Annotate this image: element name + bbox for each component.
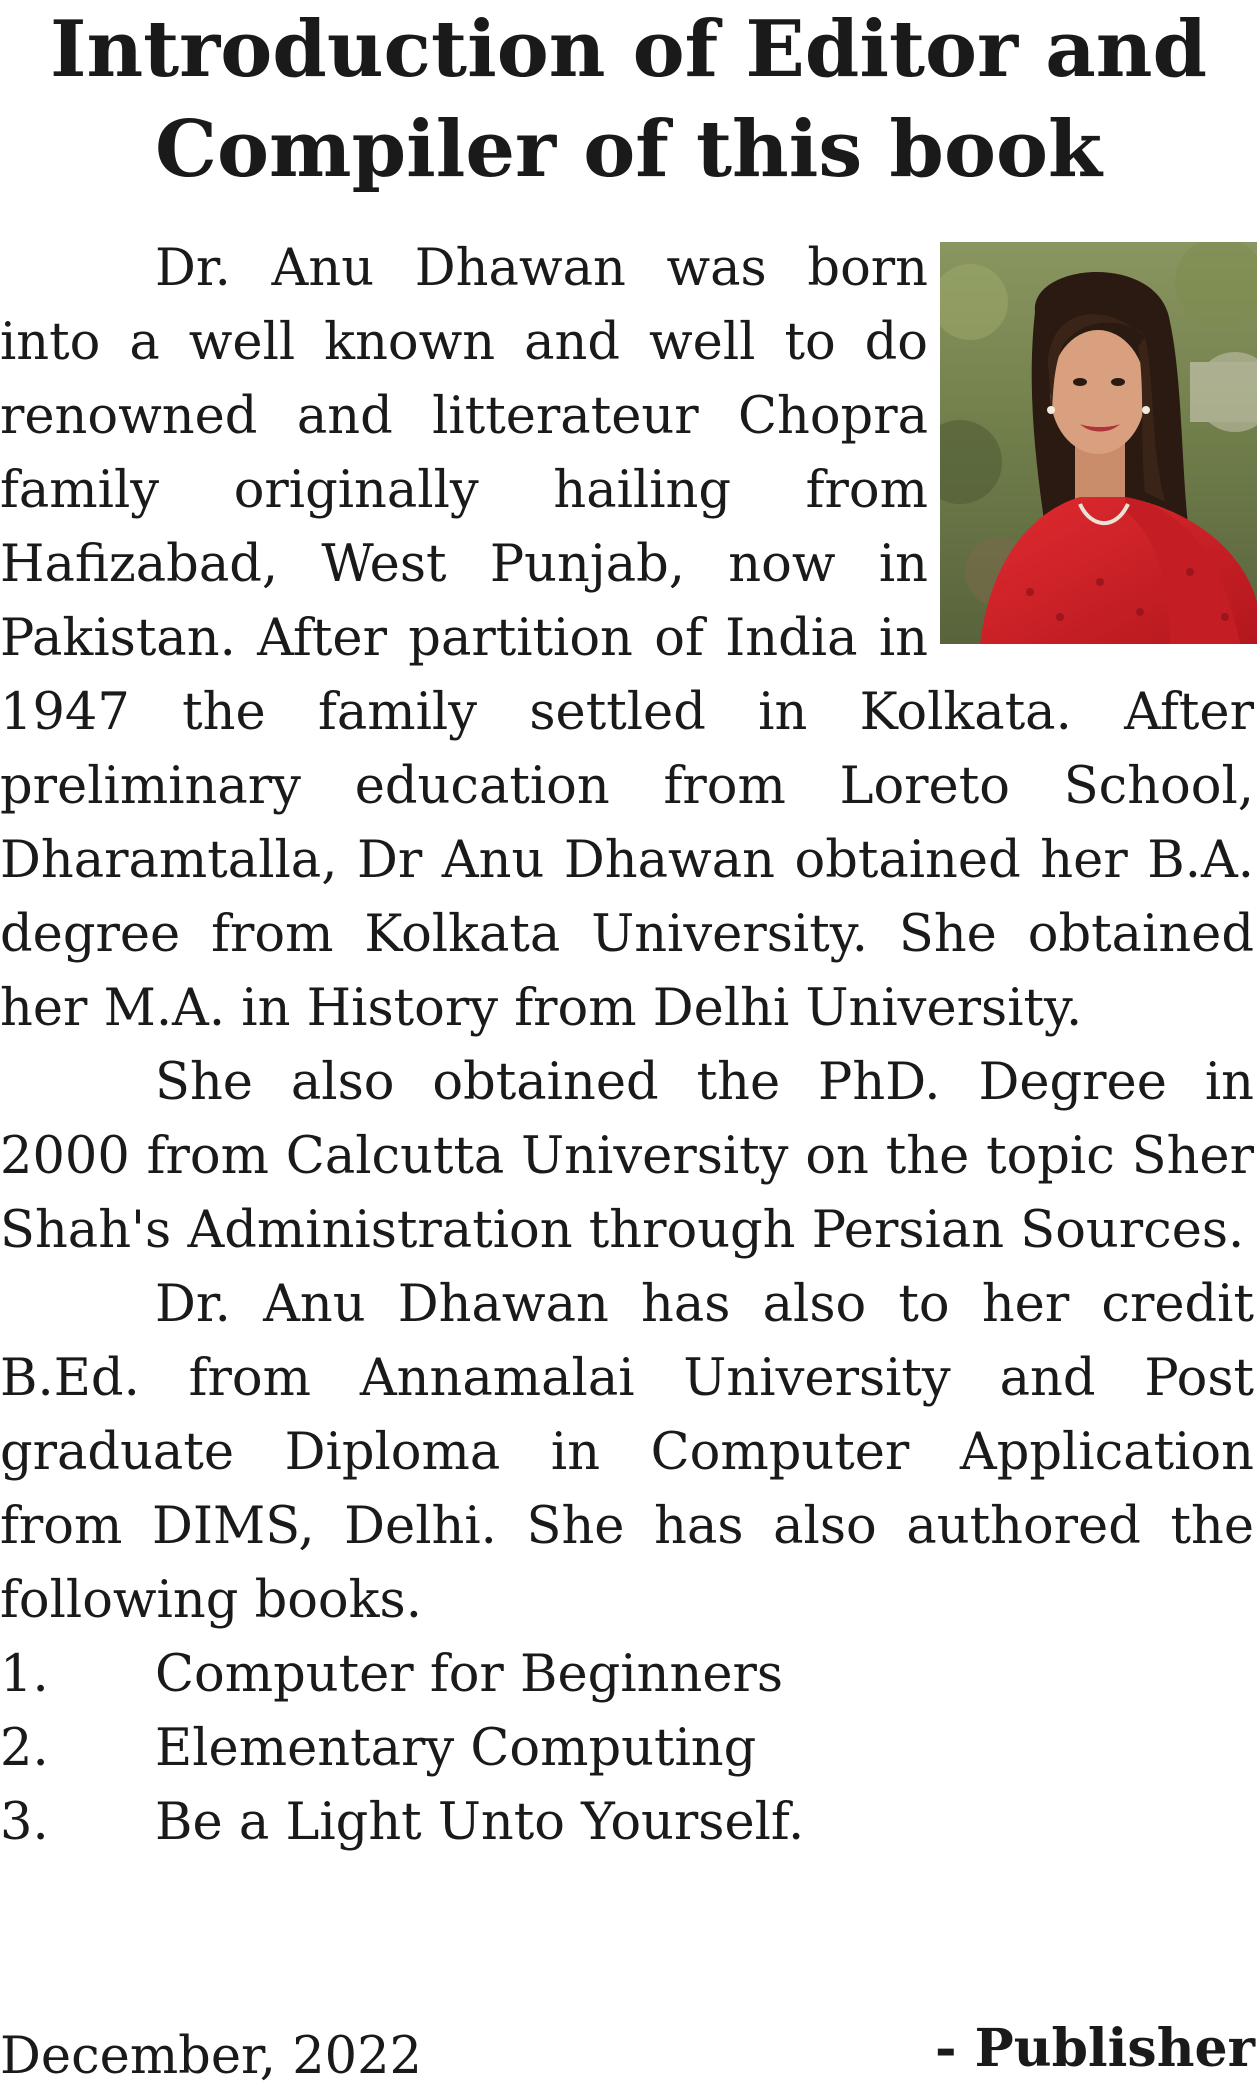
page-title: [0, 0, 1257, 200]
book-number: 2.: [0, 1719, 49, 1778]
book-list-item: [0, 1638, 1254, 1712]
book-number: 3.: [0, 1793, 49, 1852]
book-list-item: [0, 1712, 1254, 1786]
title-line-1: Introduction of Editor and: [49, 4, 1208, 95]
paragraph-3: Dr. Anu Dhawan has also to her credit B.Ed. from Annamalai University and Post graduate Diploma in Computer Application from DIMS, Delhi. She has also authored the following books.: [0, 1275, 1254, 1630]
title-line-2: Compiler of this book: [154, 104, 1103, 195]
paragraph-2: She also obtained the PhD. Degree in 2000 from Calcutta University on the topic Sher Shah's Administration through Persian Sources.: [0, 1053, 1254, 1260]
paragraph-1: Dr. Anu Dhawan was born into a well known and well to do renowned and litterateur Chopra family originally hailing from Hafizabad, West Punjab, now in Pakistan. After partition of India in 1947 the family settled in Kolkata. After preliminary education from Loreto School, Dharamtalla, Dr Anu Dhawan obtained her B.A. degree from Kolkata University. She obtained her M.A. in History from Delhi University.: [0, 239, 1254, 1038]
book-title: Elementary Computing: [155, 1719, 757, 1778]
publication-date: December, 2022: [0, 2027, 422, 2086]
page-footer: [0, 2020, 1257, 2089]
publisher-signature: - Publisher: [934, 2018, 1255, 2079]
book-list: [0, 1638, 1254, 1860]
book-title: Be a Light Unto Yourself.: [155, 1793, 805, 1852]
book-list-item: [0, 1786, 1254, 1860]
book-number: 1.: [0, 1645, 49, 1704]
portrait-photo: [940, 242, 1257, 644]
book-title: Computer for Beginners: [155, 1645, 784, 1704]
